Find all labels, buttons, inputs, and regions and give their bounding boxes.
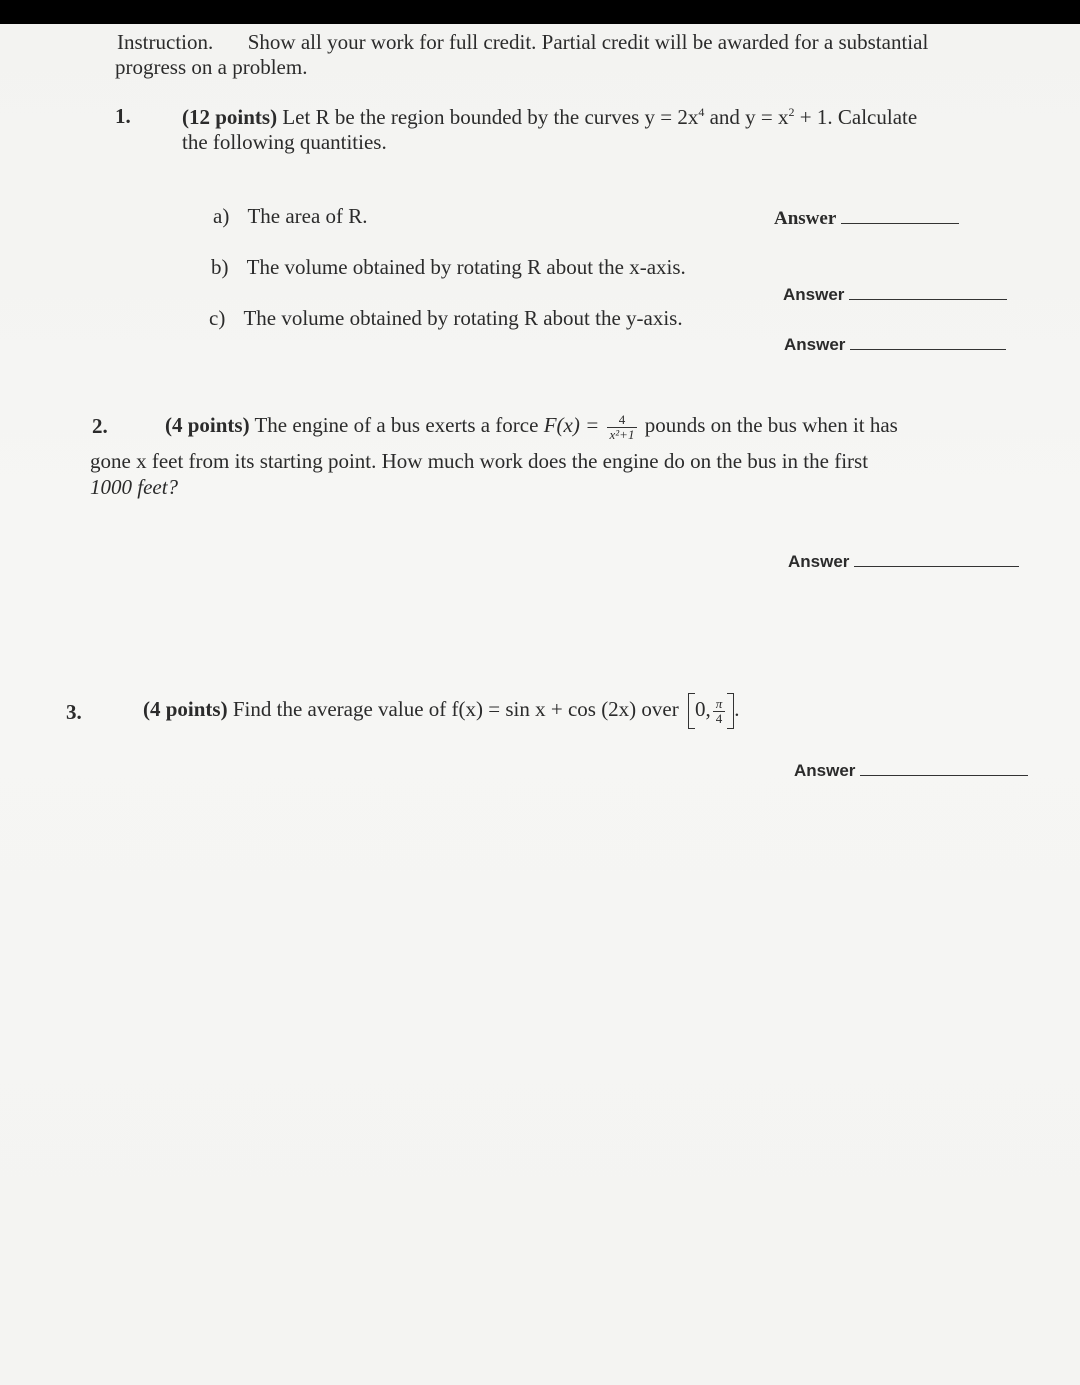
q2-line-1	[165, 403, 898, 447]
q2-text-b: pounds on the bus when it has	[644, 413, 898, 437]
q2-line-3: 1000 feet?	[90, 475, 179, 499]
q1-exp-b: 2	[788, 105, 795, 119]
instruction-line-2: progress on a problem.	[115, 55, 308, 79]
q1-part-b-letter: b)	[211, 255, 229, 279]
q2-line-2: gone x feet from its starting point. How much work does the engine do on the bus in the first	[90, 449, 869, 473]
q1-text-a: Let R be the region bounded by the curves y = 2x	[282, 105, 699, 129]
q3-fraction-numerator: π	[715, 695, 723, 711]
q1-part-a-text: The area of R.	[247, 204, 368, 228]
q2-fraction-denominator: x²+1	[607, 427, 638, 442]
q1-part-b	[211, 255, 686, 280]
q3-number: 3.	[66, 700, 82, 724]
answer-label: Answer	[783, 285, 845, 304]
q1-exp-a: 4	[698, 105, 705, 119]
q1-part-a	[213, 204, 368, 229]
q3-points: (4 points)	[143, 697, 228, 721]
q1-text-c: + 1. Calculate	[794, 105, 918, 129]
answer-blank-2[interactable]	[854, 548, 1019, 567]
q3-interval-start: 0,	[695, 697, 711, 721]
left-bracket	[688, 693, 695, 729]
q1-part-c-letter: c)	[209, 306, 226, 330]
q2-function: F(x) =	[543, 413, 600, 437]
q3-fraction	[713, 697, 726, 726]
answer-blank-1c[interactable]	[850, 331, 1006, 350]
answer-blank-3[interactable]	[860, 757, 1028, 776]
q3-fraction-denominator: 4	[713, 711, 726, 726]
exam-page	[0, 24, 1080, 1385]
q2-text-a: The engine of a bus exerts a force	[254, 413, 544, 437]
q1-part-c-text: The volume obtained by rotating R about the y-axis.	[243, 306, 683, 330]
q3-period: .	[734, 697, 740, 721]
q2-fraction-numerator: 4	[618, 411, 626, 427]
answer-blank-1b[interactable]	[849, 281, 1007, 300]
q1-points: (12 points)	[182, 105, 278, 129]
q2-points: (4 points)	[165, 413, 250, 437]
instruction-line-1	[117, 30, 928, 55]
answer-label: Answer	[788, 552, 850, 571]
q1-number: 1.	[115, 104, 131, 128]
q2-answer	[788, 548, 1019, 574]
q1-line-2: the following quantities.	[182, 130, 387, 154]
q1-part-b-answer	[783, 281, 1007, 307]
answer-label: Answer	[774, 208, 836, 229]
instruction-label: Instruction.	[117, 30, 214, 54]
answer-label: Answer	[784, 335, 846, 354]
instruction-text: Show all your work for full credit. Partial credit will be awarded for a substantial	[247, 30, 929, 54]
q3-text: Find the average value of f(x) = sin x + cos (2x) over	[232, 697, 679, 721]
answer-label: Answer	[794, 761, 856, 780]
q1-text-b: and y = x	[704, 105, 789, 129]
q1-part-c-answer	[784, 331, 1006, 357]
q2-fraction	[607, 413, 638, 442]
q1-line-1	[182, 105, 917, 130]
q3-answer	[794, 757, 1028, 783]
answer-blank-1a[interactable]	[841, 205, 959, 224]
q1-part-a-letter: a)	[213, 204, 230, 228]
q3-line	[143, 687, 740, 731]
q1-part-b-text: The volume obtained by rotating R about the x-axis.	[246, 255, 686, 279]
q1-part-c	[209, 306, 683, 331]
q2-number: 2.	[92, 414, 108, 438]
q1-part-a-answer	[774, 205, 959, 231]
